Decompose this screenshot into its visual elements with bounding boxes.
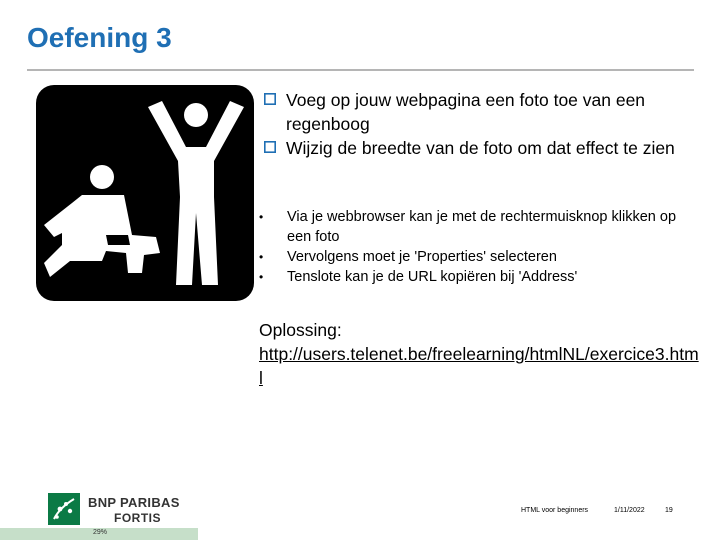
logo-line-1: BNP PARIBAS xyxy=(88,495,180,510)
task-item xyxy=(264,88,694,136)
solution-link[interactable]: http://users.telenet.be/freelearning/htmlNL/exercice3.html xyxy=(259,344,699,388)
task-text: Wijzig de breedte van de foto om dat effect te zien xyxy=(286,138,675,158)
solution-label: Oplossing: xyxy=(259,320,342,340)
logo-mark-icon xyxy=(48,493,80,525)
tip-text: Vervolgens moet je 'Properties' selecteren xyxy=(287,249,557,265)
tip-item xyxy=(259,267,694,287)
solution-block xyxy=(259,318,699,390)
company-logo xyxy=(48,493,198,527)
progress-bar xyxy=(0,528,198,540)
logo-line-2: FORTIS xyxy=(114,511,161,525)
bullet-dot-icon: • xyxy=(259,270,264,284)
progress-label: 29% xyxy=(93,529,108,536)
task-text: Voeg op jouw webpagina een foto toe van een regenboog xyxy=(286,90,646,134)
footer-course: HTML voor beginners xyxy=(521,507,589,514)
task-list xyxy=(264,88,694,160)
tip-text: Tenslote kan je de URL kopiëren bij 'Address' xyxy=(287,269,578,285)
square-bullet-icon xyxy=(264,141,276,153)
title-divider xyxy=(27,69,694,71)
square-bullet-icon xyxy=(264,93,276,105)
bullet-dot-icon: • xyxy=(259,250,264,264)
bullet-dot-icon: • xyxy=(259,210,264,224)
slide-title: Oefening 3 xyxy=(27,22,172,53)
task-item xyxy=(264,136,694,160)
tip-item xyxy=(259,207,694,247)
footer-page-number: 19 xyxy=(665,507,673,514)
tip-text: Via je webbrowser kan je met de rechtermuisknop klikken op een foto xyxy=(287,209,677,245)
squat-exercise-icon xyxy=(36,85,254,301)
tip-list xyxy=(259,207,694,287)
tip-item xyxy=(259,247,694,267)
progress-fill xyxy=(0,528,57,540)
footer-date: 1/11/2022 xyxy=(614,507,645,514)
